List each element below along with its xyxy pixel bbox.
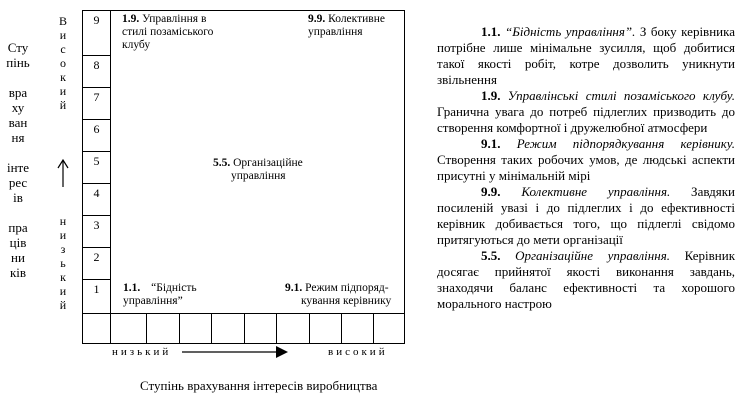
- description-9-9: [437, 184, 735, 248]
- y-high-letter: й: [59, 98, 67, 112]
- style-num: 9.9.: [308, 13, 326, 25]
- y-title-line: рес: [8, 175, 28, 190]
- style-9-9-label: [308, 13, 403, 39]
- description-body: Керівник досягає прийнятої якості виконання завдань, знаходячи баланс ефективності та хорошого морального настрою: [437, 248, 736, 311]
- x-cell: [373, 313, 405, 344]
- x-cell: [276, 313, 309, 344]
- style-text: Управління в: [142, 13, 207, 25]
- y-tick-6: 6: [82, 119, 111, 152]
- descriptions: [437, 24, 735, 312]
- style-text: стилі позаміського: [122, 26, 214, 38]
- y-title-line: ків: [9, 265, 27, 280]
- x-cell: [244, 313, 276, 344]
- style-9-1-label: [285, 282, 403, 308]
- y-title-line: ван: [8, 115, 28, 130]
- description-body: З боку керівника потрібне лише мінімальне зусилля, щоб добитися такої якості робіт, котре дозволить уникнути звільнення: [437, 24, 735, 87]
- description-body: Завдяки посиленій увазі і до підлеглих і до ефективності керівник добивається того, що підлеглі свідомо притягуються до мети організації: [437, 184, 736, 247]
- y-title-line: ху: [11, 100, 25, 115]
- y-high-letter: к: [60, 70, 66, 84]
- description-title: “Бідність управління”.: [505, 24, 636, 39]
- x-cell: [211, 313, 244, 344]
- up-arrow-icon: [55, 158, 71, 188]
- style-1-9-label: [122, 13, 242, 52]
- y-title-line: ни: [11, 250, 25, 265]
- x-cell: [110, 313, 146, 344]
- style-text: управління: [231, 170, 286, 182]
- y-high-letter: о: [60, 56, 66, 70]
- style-num: 1.9.: [122, 13, 140, 25]
- description-num: 1.1.: [481, 24, 501, 39]
- y-title-line: інте: [6, 160, 30, 175]
- y-low-letter: ь: [60, 256, 66, 270]
- y-title-line: пра: [8, 220, 28, 235]
- style-num: 5.5.: [213, 157, 231, 169]
- y-title-line: вра: [8, 85, 28, 100]
- x-cell: [146, 313, 179, 344]
- description-num: 1.9.: [481, 88, 501, 103]
- description-9-1: [437, 136, 735, 184]
- style-num: 9.1.: [285, 282, 303, 294]
- style-text: управління”: [123, 295, 183, 307]
- description-title: Режим підпорядкування керівнику.: [516, 136, 735, 151]
- y-tick-2: 2: [82, 247, 111, 280]
- description-num: 5.5.: [481, 248, 501, 263]
- y-tick-5: 5: [82, 151, 111, 184]
- description-title: Організаційне управління.: [515, 248, 670, 263]
- style-num: 1.1.: [123, 282, 141, 294]
- y-low-letter: и: [59, 228, 67, 242]
- style-text: кування керівнику: [301, 295, 392, 307]
- y-title-line: Сту: [7, 40, 29, 55]
- description-body: Гранична увага до потреб підлеглих призводить до створення комфортної і дружелюбної атмосфери: [437, 104, 735, 135]
- description-1-9: [437, 88, 735, 136]
- y-high-letter: В: [58, 14, 67, 28]
- style-5-5-label: [213, 157, 323, 183]
- x-cell: [309, 313, 341, 344]
- style-1-1-label: [123, 282, 223, 308]
- y-low-letter: з: [60, 242, 66, 256]
- x-low-label: низький: [112, 346, 172, 358]
- x-cell: [179, 313, 211, 344]
- y-title-line: ів: [13, 190, 23, 205]
- y-low-letter: н: [59, 214, 67, 228]
- y-tick-9: 9: [82, 10, 111, 56]
- y-low-letter: и: [59, 284, 67, 298]
- y-tick-1: 1: [82, 279, 111, 314]
- style-text: Організаційне: [233, 157, 303, 169]
- description-title: Колективне управління.: [521, 184, 671, 199]
- style-text: Колективне: [328, 13, 385, 25]
- y-tick-8: 8: [82, 55, 111, 88]
- y-high-letter: и: [59, 84, 67, 98]
- description-title: Управлінські стилі позаміського клубу.: [507, 88, 736, 103]
- description-num: 9.9.: [481, 184, 501, 199]
- y-title-line: пінь: [6, 55, 30, 70]
- y-tick-3: 3: [82, 215, 111, 248]
- description-body: Створення таких робочих умов, де людські аспекти присутні у мінімальній мірі: [437, 152, 735, 183]
- y-low-letter: й: [59, 298, 67, 312]
- description-5-5: [437, 248, 735, 312]
- style-text: клубу: [122, 39, 151, 51]
- x-high-label: високий: [328, 346, 388, 358]
- y-high-letter: с: [60, 42, 66, 56]
- y-tick-7: 7: [82, 87, 111, 120]
- style-text: Режим підпоряд-: [305, 282, 389, 294]
- y-axis-title: [0, 40, 36, 280]
- description-1-1: [437, 24, 735, 88]
- x-axis-title: Ступінь врахування інтересів виробництва: [140, 378, 378, 393]
- y-title-line: ня: [11, 130, 25, 145]
- y-high-letter: и: [59, 28, 67, 42]
- y-high-label: [56, 14, 70, 112]
- y-low-letter: к: [60, 270, 66, 284]
- right-arrow-icon: [180, 345, 290, 359]
- x-cell: [341, 313, 373, 344]
- y-title-line: ців: [9, 235, 27, 250]
- y-tick-4: 4: [82, 183, 111, 216]
- description-num: 9.1.: [481, 136, 501, 151]
- style-text: управління: [308, 26, 363, 38]
- style-text: “Бідність: [151, 282, 197, 294]
- y-low-label: [56, 214, 70, 312]
